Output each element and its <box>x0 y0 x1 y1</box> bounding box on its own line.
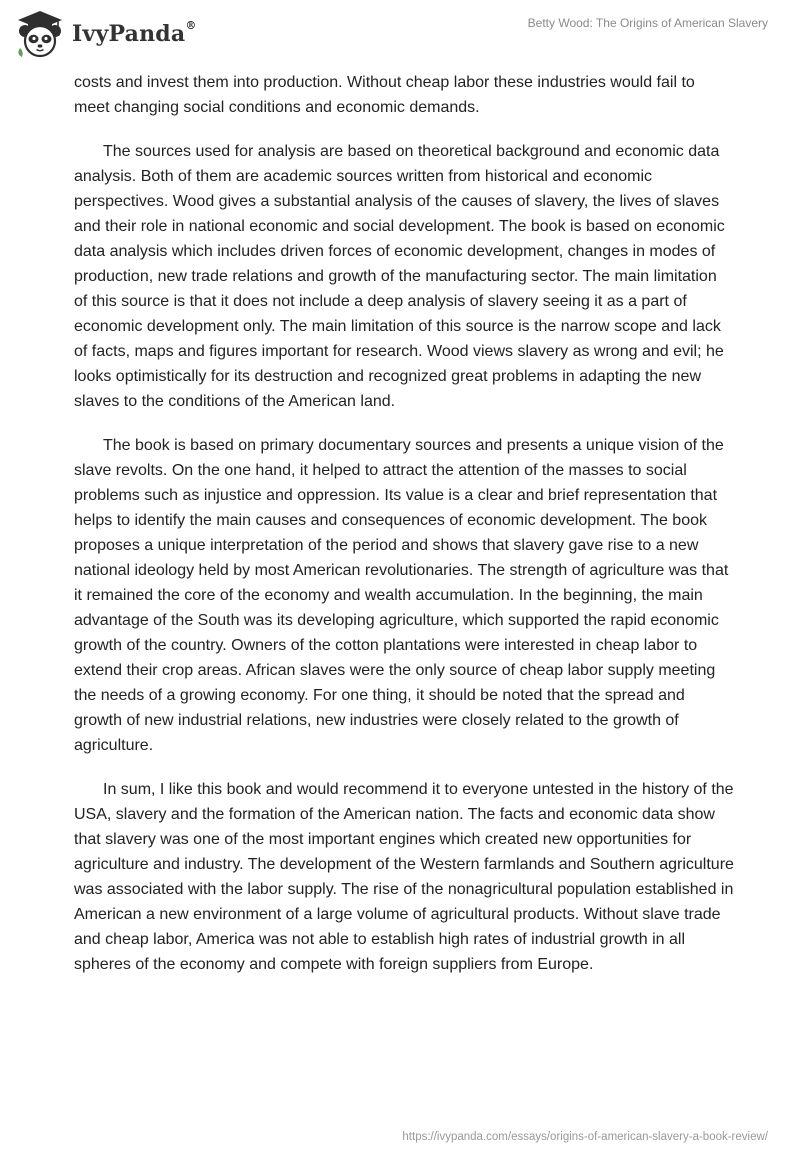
source-url[interactable]: https://ivypanda.com/essays/origins-of-american-slavery-a-book-review/ <box>402 1131 768 1143</box>
paragraph: costs and invest them into production. Without cheap labor these industries would fail to meet changing social conditions and economic demands. <box>74 74 695 116</box>
essay-body <box>74 70 734 996</box>
ivypanda-logo[interactable] <box>14 8 197 60</box>
panda-graduate-icon <box>14 8 66 60</box>
paragraph: The sources used for analysis are based on theoretical background and economic data analysis. Both of them are academic sources written from historical and economic perspectives. Wood gives a substantial analysis of the causes of slavery, the lives of slaves and their role in national economic and social development. The book is based on economic data analysis which includes driven forces of economic development, changes in modes of production, new trade relations and growth of the manufacturing sector. The main limitation of this source is that it does not include a deep analysis of slavery seeing it as a part of economic development only. The main limitation of this source is the narrow scope and lack of facts, maps and figures important for research. Wood views slavery as wrong and evil; he looks optimistically for its destruction and recognized great problems in adapting the new slaves to the conditions of the American land. <box>74 143 725 410</box>
document-title: Betty Wood: The Origins of American Slavery <box>527 16 768 30</box>
paragraph: In sum, I like this book and would recommend it to everyone untested in the history of the USA, slavery and the formation of the American nation. The facts and economic data show that slavery was one of the most important engines which created new opportunities for agriculture and industry. The development of the Western farmlands and Southern agriculture was associated with the labor supply. The rise of the nonagricultural population established in American a new environment of a large volume of agricultural products. Without slave trade and cheap labor, America was not able to establish high rates of industrial growth in all spheres of the economy and compete with foreign suppliers from Europe. <box>74 781 734 973</box>
brand-name: IvyPanda® <box>72 19 197 47</box>
registered-mark: ® <box>185 19 197 32</box>
page-header <box>0 0 800 70</box>
paragraph: The book is based on primary documentary sources and presents a unique vision of the slave revolts. On the one hand, it helped to attract the attention of the masses to social problems such as injustice and oppression. Its value is a clear and brief representation that helps to identify the main causes and consequences of economic development. The book proposes a unique interpretation of the period and shows that slavery gave rise to a new national ideology held by most American revolutionaries. The strength of agriculture was that it remained the core of the economy and wealth accumulation. In the beginning, the main advantage of the South was its developing agriculture, which supported the rapid economic growth of the country. Owners of the cotton plantations were interested in cheap labor to extend their crop areas. African slaves were the only source of cheap labor supply meeting the needs of a growing economy. For one thing, it should be noted that the spread and growth of new industrial relations, new industries were closely related to the growth of agriculture. <box>74 437 729 754</box>
